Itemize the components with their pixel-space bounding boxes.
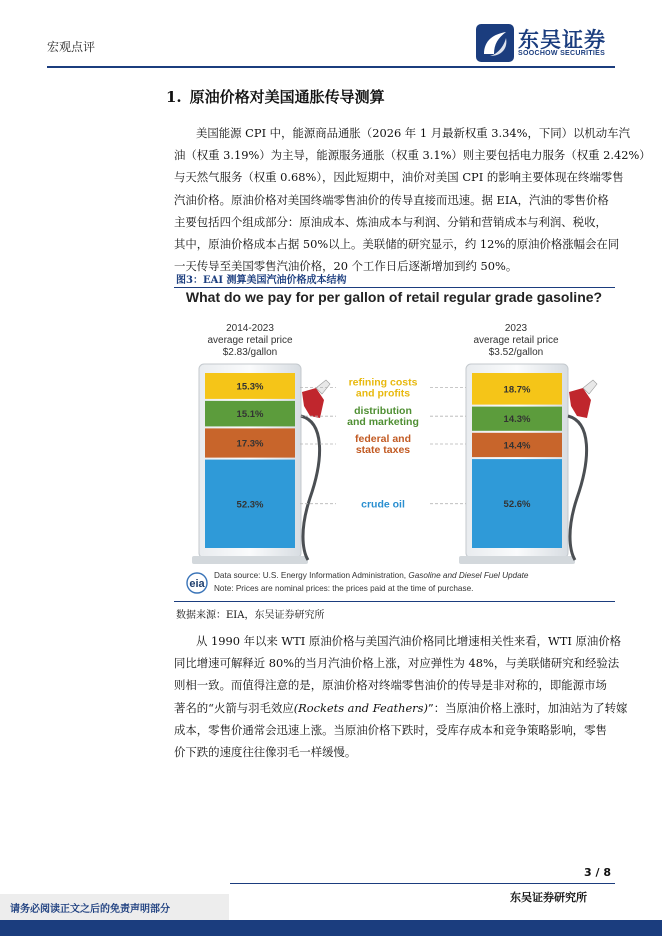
bottom-band (0, 920, 662, 936)
paragraph-line: 则相一致。而值得注意的是，原油价格对终端零售油价的传导是非对称的，即能源市场 (174, 678, 607, 693)
paragraph-line: 汽油价格。原油价格对美国终端零售油价的传导直接而迅速。据 EIA，汽油的零售价格 (174, 192, 609, 207)
page-number: 3 / 8 (584, 866, 611, 879)
figure-bottom-rule (174, 601, 615, 602)
left-pump-price: $2.83/gallon (222, 347, 278, 358)
logo-english: SOOCHOW SECURITIES (518, 50, 606, 57)
figure-caption: 图3：EAI 测算美国汽油价格成本结构 (176, 275, 347, 286)
right-bar-value: 14.3% (503, 414, 531, 426)
right-pump-heading-1: 2023 (504, 323, 528, 334)
component-label: and profits (355, 387, 411, 400)
right-pump-base (459, 556, 575, 564)
figure-source-title: Gasoline and Diesel Fuel Update (408, 571, 529, 580)
logo-mark-icon (476, 24, 516, 62)
disclaimer-text: 请务必阅读正文之后的免责声明部分 (10, 904, 170, 915)
figure-data-source (214, 571, 529, 580)
figure-note: Note: Prices are nominal prices: the prices paid at the time of purchase. (214, 584, 474, 593)
left-pump-heading-2: average retail price (207, 335, 293, 346)
paragraph-italic: (Rockets and Feathers) (293, 700, 428, 715)
eia-logo-text: eia (189, 578, 205, 590)
paragraph-line (174, 697, 628, 719)
paragraph-line: 从 1990 年以来 WTI 原油价格与美国汽油价格同比增速相关性来看，WTI 原油价格 (196, 634, 622, 648)
left-bar-value: 52.3% (236, 499, 264, 511)
component-label: refining costs (348, 376, 418, 389)
right-bar-value: 14.4% (503, 440, 531, 452)
component-label: distribution (354, 405, 412, 418)
left-bar-value: 15.1% (236, 409, 264, 421)
paragraph-text: ”：当原油价格上涨时，加油站为了转嫁 (427, 700, 628, 715)
left-pump-heading-1: 2014-2023 (226, 323, 274, 334)
paragraph-text: 著名的“火箭与羽毛效应 (174, 700, 294, 715)
left-pump-base (192, 556, 308, 564)
section-title (166, 86, 385, 107)
paragraph-line: 其中，原油价格成本占据 50%以上。美联储的研究显示，约 12%的原油价格涨幅会在同 (174, 236, 620, 251)
header-rule (47, 66, 615, 68)
gasoline-cost-infographic (174, 288, 615, 600)
gasoline-cost-figure (174, 288, 615, 600)
paragraph-1 (174, 122, 651, 277)
left-bar-value: 15.3% (236, 381, 264, 393)
paragraph-2 (174, 630, 628, 763)
component-label: crude oil (361, 498, 405, 511)
figure-source: 数据来源：EIA，东吴证券研究所 (176, 610, 325, 621)
left-bar-value: 17.3% (236, 438, 264, 450)
section-title-text: 原油价格对美国通胀传导测算 (189, 88, 385, 106)
figure-title: What do we pay for per gallon of retail regular grade gasoline? (185, 289, 603, 305)
paragraph-line: 与天然气服务（权重 0.68%），因此短期中，油价对美国 CPI 的影响主要体现在终端零售 (174, 170, 624, 185)
paragraph-line: 一天传导至美国零售汽油价格，20 个工作日后逐渐增加到约 50%。 (174, 259, 518, 274)
footer-rule (230, 883, 615, 884)
right-pump-heading-2: average retail price (473, 335, 559, 346)
section-number: 1. (166, 88, 182, 106)
logo-name: 东吴证券 (518, 28, 606, 52)
component-label: state taxes (355, 444, 411, 456)
right-pump-price: $3.52/gallon (488, 347, 544, 358)
paragraph-line: 价下跌的速度往往像羽毛一样缓慢。 (174, 744, 357, 759)
component-label: and marketing (347, 416, 419, 429)
paragraph-line: 成本，零售价通常会迅速上涨。当原油价格下跌时，受库存成本和竞争策略影响，零售 (174, 722, 607, 737)
right-bar-value: 52.6% (503, 499, 531, 511)
paragraph-line: 同比增速可解释近 80%的当月汽油价格上涨，对应弹性为 48%，与美联储研究和经验法 (174, 656, 620, 671)
component-label: federal and (354, 433, 412, 445)
company-logo (476, 24, 626, 62)
paragraph-line: 美国能源 CPI 中，能源商品通胀（2026 年 1 月最新权重 3.34%，下同）以机动车汽 (196, 126, 630, 140)
institute-name: 东吴证券研究所 (510, 891, 587, 904)
figure-source-prefix: Data source: U.S. Energy Information Administration, (214, 571, 409, 580)
disclaimer-box (0, 894, 229, 920)
header-section-label: 宏观点评 (47, 40, 96, 54)
paragraph-line: 油（权重 3.19%）为主导，能源服务通胀（权重 3.1%）则主要包括电力服务（权重 2.42%） (174, 148, 651, 163)
paragraph-line: 主要包括四个组成部分：原油成本、炼油成本与利润、分销和营销成本与利润、税收， (174, 214, 607, 229)
right-bar-value: 18.7% (503, 384, 531, 396)
